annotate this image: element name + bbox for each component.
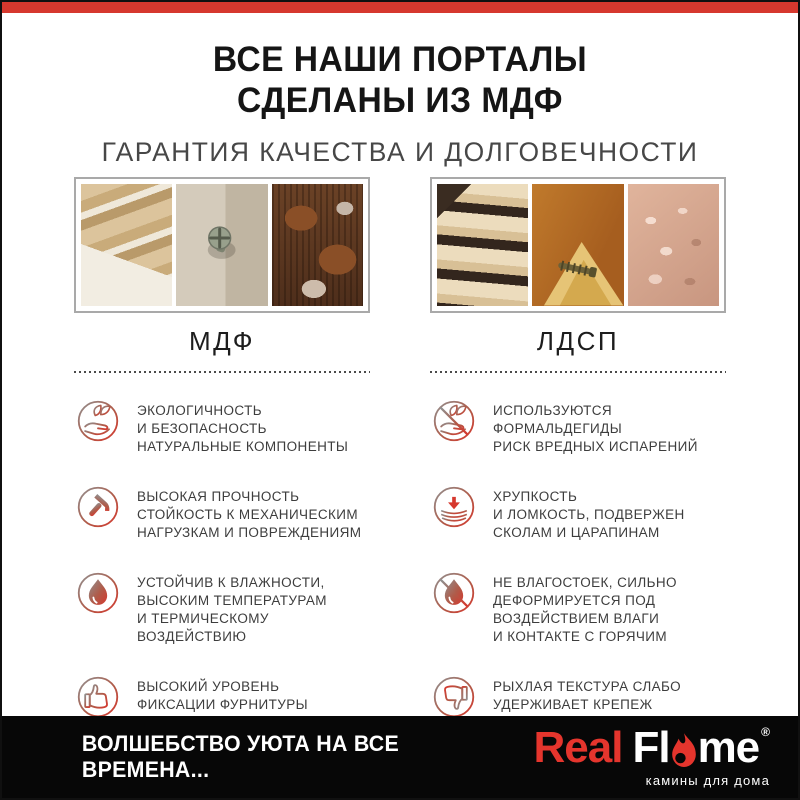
- comparison-columns: [2, 177, 798, 748]
- feature-weak-fastening: [432, 675, 726, 719]
- page-title-line2: СДЕЛАНЫ ИЗ МДФ: [237, 80, 563, 120]
- logo-text-me: me: [697, 723, 760, 772]
- mdf-dotted-divider: [74, 370, 370, 373]
- thumbs-down-icon: [432, 675, 476, 719]
- eco-hand-leaf-icon: [76, 399, 120, 443]
- feature-not-moisture-resistant: [432, 571, 726, 646]
- swollen-chipboard-surface-photo: [628, 184, 719, 306]
- feature-line: И ТЕРМИЧЕСКОМУ ВОЗДЕЙСТВИЮ: [137, 611, 269, 644]
- header: [2, 40, 798, 168]
- footer-slogan: ВОЛШЕБСТВО УЮТА НА ВСЕ ВРЕМЕНА...: [81, 731, 400, 782]
- feature-line: СКОЛАМ И ЦАРАПИНАМ: [493, 525, 660, 540]
- feature-text: [137, 399, 348, 456]
- feature-line: РИСК ВРЕДНЫХ ИСПАРЕНИЙ: [493, 439, 698, 454]
- feature-line: ВОЗДЕЙСТВИЕМ ВЛАГИ: [493, 611, 660, 626]
- ldsp-label: ЛДСП: [536, 326, 620, 356]
- screw-graphic: [176, 184, 267, 306]
- hammer-icon: [76, 485, 120, 529]
- mdf-column: [74, 177, 370, 748]
- feature-line: УСТОЙЧИВ К ВЛАЖНОСТИ,: [137, 575, 325, 590]
- feature-eco: [76, 399, 370, 456]
- mdf-label: МДФ: [189, 326, 255, 356]
- page-title-line1: ВСЕ НАШИ ПОРТАЛЫ: [212, 40, 588, 79]
- page-title: [18, 40, 782, 121]
- feature-line: НАТУРАЛЬНЫЕ КОМПОНЕНТЫ: [137, 439, 349, 454]
- feature-line: РЫХЛАЯ ТЕКСТУРА СЛАБО: [493, 679, 682, 694]
- feature-line: НЕ ВЛАГОСТОЕК, СИЛЬНО: [493, 575, 677, 590]
- page-subtitle: ГАРАНТИЯ КАЧЕСТВА И ДОЛГОВЕЧНОСТИ: [101, 137, 699, 168]
- feature-line: НАГРУЗКАМ И ПОВРЕЖДЕНИЯМ: [137, 525, 362, 540]
- feature-text: [493, 571, 677, 646]
- feature-strength: [76, 485, 370, 542]
- ldsp-dotted-divider: [430, 370, 726, 373]
- feature-line: ВЫСОКИЙ УРОВЕНЬ: [137, 679, 280, 694]
- feature-text: [493, 399, 698, 456]
- feature-line: ФИКСАЦИИ ФУРНИТУРЫ: [137, 697, 308, 712]
- feature-line: И ЛОМКОСТЬ, ПОДВЕРЖЕН: [493, 507, 685, 522]
- feature-line: УДЕРЖИВАЕТ КРЕПЕЖ: [493, 697, 653, 712]
- feature-line: И БЕЗОПАСНОСТЬ: [137, 421, 267, 436]
- ldsp-features: [430, 399, 726, 719]
- feature-line: ВЫСОКАЯ ПРОЧНОСТЬ: [137, 489, 300, 504]
- pulled-screw-graphic: [532, 184, 623, 306]
- top-accent-bar: [2, 2, 798, 13]
- feature-text: [137, 571, 370, 646]
- feature-text: [137, 675, 308, 714]
- screw-pulled-from-chipboard-photo: [532, 184, 623, 306]
- feature-line: ХРУПКОСТЬ: [493, 489, 578, 504]
- feature-text: [137, 485, 361, 542]
- footer: [2, 716, 798, 798]
- ldsp-photo-box: [430, 177, 726, 313]
- thumbs-up-icon: [76, 675, 120, 719]
- chipboard-stack-photo: [437, 184, 528, 306]
- no-water-drop-icon: [432, 571, 476, 615]
- feature-line: ИСПОЛЬЗУЮТСЯ: [493, 403, 613, 418]
- registered-mark: ®: [761, 725, 770, 739]
- logo-text-fl: Fl: [632, 723, 670, 772]
- feature-brittleness: [432, 485, 726, 542]
- mdf-boards-stack-photo: [81, 184, 172, 306]
- realflame-logo: [533, 723, 771, 788]
- water-drop-icon: [76, 571, 120, 615]
- ldsp-column: [430, 177, 726, 748]
- logo-text-real: Real: [533, 723, 623, 772]
- screw-fixed-in-mdf-photo: [176, 184, 267, 306]
- feature-line: ВЫСОКИМ ТЕМПЕРАТУРАМ: [137, 593, 327, 608]
- mdf-photo-box: [74, 177, 370, 313]
- feature-line: ФОРМАЛЬДЕГИДЫ: [493, 421, 623, 436]
- brittle-layers-icon: [432, 485, 476, 529]
- feature-fastening: [76, 675, 370, 719]
- logo-tagline: камины для дома: [645, 773, 770, 788]
- feature-line: СТОЙКОСТЬ К МЕХАНИЧЕСКИМ: [137, 507, 359, 522]
- flame-icon: [671, 732, 697, 770]
- feature-text: [493, 485, 685, 542]
- mdf-features: [74, 399, 370, 719]
- logo-wordmark: [533, 723, 771, 772]
- feature-text: [493, 675, 681, 714]
- feature-line: ЭКОЛОГИЧНОСТЬ: [137, 403, 262, 418]
- feature-line: И КОНТАКТЕ С ГОРЯЧИМ: [493, 629, 668, 644]
- feature-formaldehyde: [432, 399, 726, 456]
- feature-line: ДЕФОРМИРУЕТСЯ ПОД: [493, 593, 656, 608]
- no-eco-icon: [432, 399, 476, 443]
- water-drops-on-coated-mdf-photo: [272, 184, 363, 306]
- feature-moisture-resistant: [76, 571, 370, 646]
